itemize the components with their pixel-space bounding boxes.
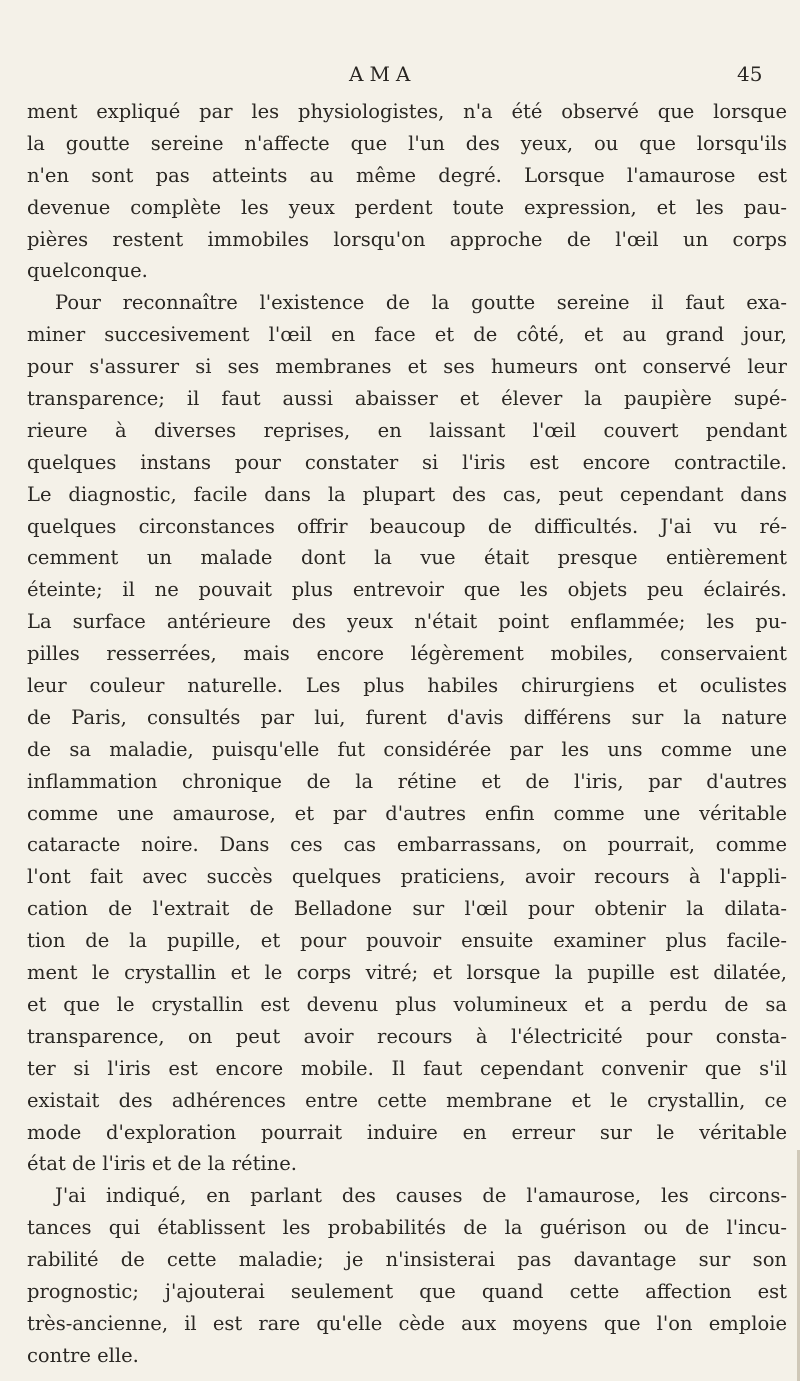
text-line: J'ai indiqué, en parlant des causes de l'amaurose, les circons- <box>55 1184 787 1208</box>
text-line: l'ont fait avec succès quelques praticiens, avoir recours à l'appli- <box>27 865 787 889</box>
text-line: contre elle. <box>27 1343 139 1367</box>
text-line: Le diagnostic, facile dans la plupart des cas, peut cependant dans <box>27 482 787 506</box>
text-line: état de l'iris et de la rétine. <box>27 1152 297 1176</box>
text-line: quelques instans pour constater si l'iris est encore contractile. <box>27 450 787 474</box>
text-line: quelconque. <box>27 259 148 283</box>
running-head <box>0 62 800 90</box>
text-line: inflammation chronique de la rétine et de l'iris, par d'autres <box>27 769 787 793</box>
text-line: cataracte noire. Dans ces cas embarrassans, on pourrait, comme <box>27 833 787 857</box>
text-line: tances qui établissent les probabilités de la guérison ou de l'incu- <box>27 1216 787 1240</box>
text-line: existait des adhérences entre cette membrane et le crystallin, ce <box>27 1088 787 1112</box>
text-line: de sa maladie, puisqu'elle fut considérée par les uns comme une <box>27 737 787 761</box>
text-line: très-ancienne, il est rare qu'elle cède aux moyens que l'on emploie <box>27 1311 787 1335</box>
text-line: ter si l'iris est encore mobile. Il faut cependant convenir que s'il <box>27 1056 787 1080</box>
text-line: mode d'exploration pourrait induire en erreur sur le véritable <box>27 1120 787 1144</box>
text-line: Pour reconnaître l'existence de la goutte sereine il faut exa- <box>55 291 787 315</box>
text-line: devenue complète les yeux perdent toute expression, et les pau- <box>27 195 787 219</box>
text-line: pour s'assurer si ses membranes et ses humeurs ont conservé leur <box>27 355 787 379</box>
text-line: transparence; il faut aussi abaisser et élever la paupière supé- <box>27 387 787 411</box>
text-line: cation de l'extrait de Belladone sur l'œil pour obtenir la dilata- <box>27 897 787 921</box>
text-line: transparence, on peut avoir recours à l'électricité pour consta- <box>27 1024 787 1048</box>
text-line: ment expliqué par les physiologistes, n'a été observé que lorsque <box>27 100 787 123</box>
text-line: miner succesivement l'œil en face et de côté, et au grand jour, <box>27 323 787 347</box>
text-line: leur couleur naturelle. Les plus habiles chirurgiens et oculistes <box>27 674 787 698</box>
text-line: pières restent immobiles lorsqu'on approche de l'œil un corps <box>27 227 787 251</box>
text-line: prognostic; j'ajouterai seulement que quand cette affection est <box>27 1279 787 1303</box>
text-line: La surface antérieure des yeux n'était point enflammée; les pu- <box>27 610 787 634</box>
text-line: pilles resserrées, mais encore légèrement mobiles, conservaient <box>27 642 787 666</box>
text-line: éteinte; il ne pouvait plus entrevoir que les objets peu éclairés. <box>27 578 787 602</box>
text-line: rabilité de cette maladie; je n'insisterai pas davantage sur son <box>27 1248 787 1272</box>
text-line: ment le crystallin et le corps vitré; et lorsque la pupille est dilatée, <box>27 961 787 985</box>
text-line: n'en sont pas atteints au même degré. Lorsque l'amaurose est <box>27 163 787 187</box>
text-line: rieure à diverses reprises, en laissant l'œil couvert pendant <box>27 418 787 442</box>
running-head-title: AMA <box>349 62 417 86</box>
text-line: comme une amaurose, et par d'autres enfin comme une véritable <box>27 801 787 825</box>
text-line: la goutte sereine n'affecte que l'un des yeux, ou que lorsqu'ils <box>27 131 787 155</box>
text-line: et que le crystallin est devenu plus volumineux et a perdu de sa <box>27 992 787 1016</box>
page-number: 45 <box>737 62 763 86</box>
body-text <box>27 96 787 1372</box>
text-line: cemment un malade dont la vue était presque entièrement <box>27 546 787 570</box>
text-line: tion de la pupille, et pour pouvoir ensuite examiner plus facile- <box>27 929 787 953</box>
text-line: quelques circonstances offrir beaucoup de difficultés. J'ai vu ré- <box>27 514 787 538</box>
text-line: de Paris, consultés par lui, furent d'avis différens sur la nature <box>27 705 787 729</box>
